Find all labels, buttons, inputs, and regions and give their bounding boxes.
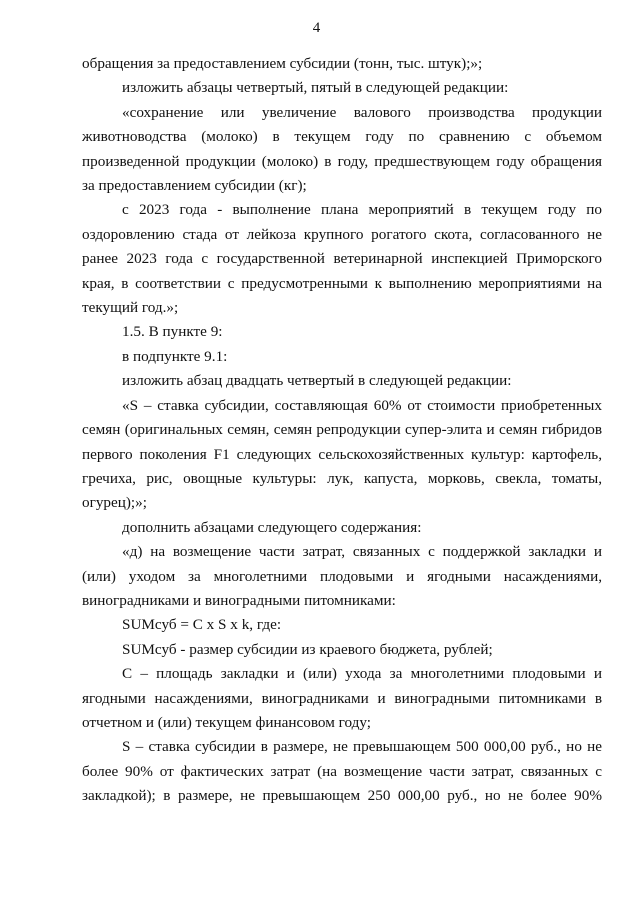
paragraph: 1.5. В пункте 9: xyxy=(122,323,223,341)
paragraph: C – площадь закладки и (или) ухода за многолетними плодовыми и ягодными насаждениями, виноградниками и виноградными питомниками в отчетном и (или) текущем финансовом году; xyxy=(82,665,602,731)
formula: SUMсуб = C x S x k, где: xyxy=(122,616,282,634)
paragraph: дополнить абзацами следующего содержания: xyxy=(122,518,422,536)
paragraph: с 2023 года - выполнение плана мероприятий в текущем году по оздоровлению стада от лейкоза крупного рогатого скота, согласованного не ранее 2023 года с государственной ветеринарной инспекцией Приморского края, в соответствии с предусмотренными к выполнению мероприятиями на текущий год.»; xyxy=(82,201,602,317)
paragraph: «S – ставка субсидии, составляющая 60% от стоимости приобретенных семян (оригинальных семян, семян репродукции супер-элита и семян гибридов первого поколения F1 следующих сельскохозяйственных культур: картофель, гречиха, рис, овощные культуры: лук, капуста, морковь, свекла, томаты, огурец);»; xyxy=(82,396,602,512)
page-number: 4 xyxy=(312,20,321,36)
paragraph: SUMсуб - размер субсидии из краевого бюджета, рублей; xyxy=(122,640,493,658)
paragraph: «д) на возмещение части затрат, связанных с поддержкой закладки и (или) уходом за многолетними плодовыми и ягодными насаждениями, виноградниками и виноградными питомниками: xyxy=(82,543,602,609)
paragraph: S – ставка субсидии в размере, не превышающем 500 000,00 руб., но не более 90% от фактических затрат (на возмещение части затрат, связанных с закладкой); в размере, не превышающем 250 000,00 руб., но не более 90% xyxy=(82,738,602,805)
paragraph: обращения за предоставлением субсидии (тонн, тыс. штук);»; xyxy=(82,55,483,72)
paragraph: изложить абзац двадцать четвертый в следующей редакции: xyxy=(122,372,512,390)
document-body xyxy=(82,52,602,809)
paragraph: «сохранение или увеличение валового производства продукции животноводства (молоко) в текущем году по сравнению с объемом произведенной продукции (молоко) в году, предшествующем году обращения за предоставлением субсидии (кг); xyxy=(82,103,602,195)
paragraph: в подпункте 9.1: xyxy=(122,347,228,365)
paragraph: изложить абзацы четвертый, пятый в следующей редакции: xyxy=(122,79,509,97)
